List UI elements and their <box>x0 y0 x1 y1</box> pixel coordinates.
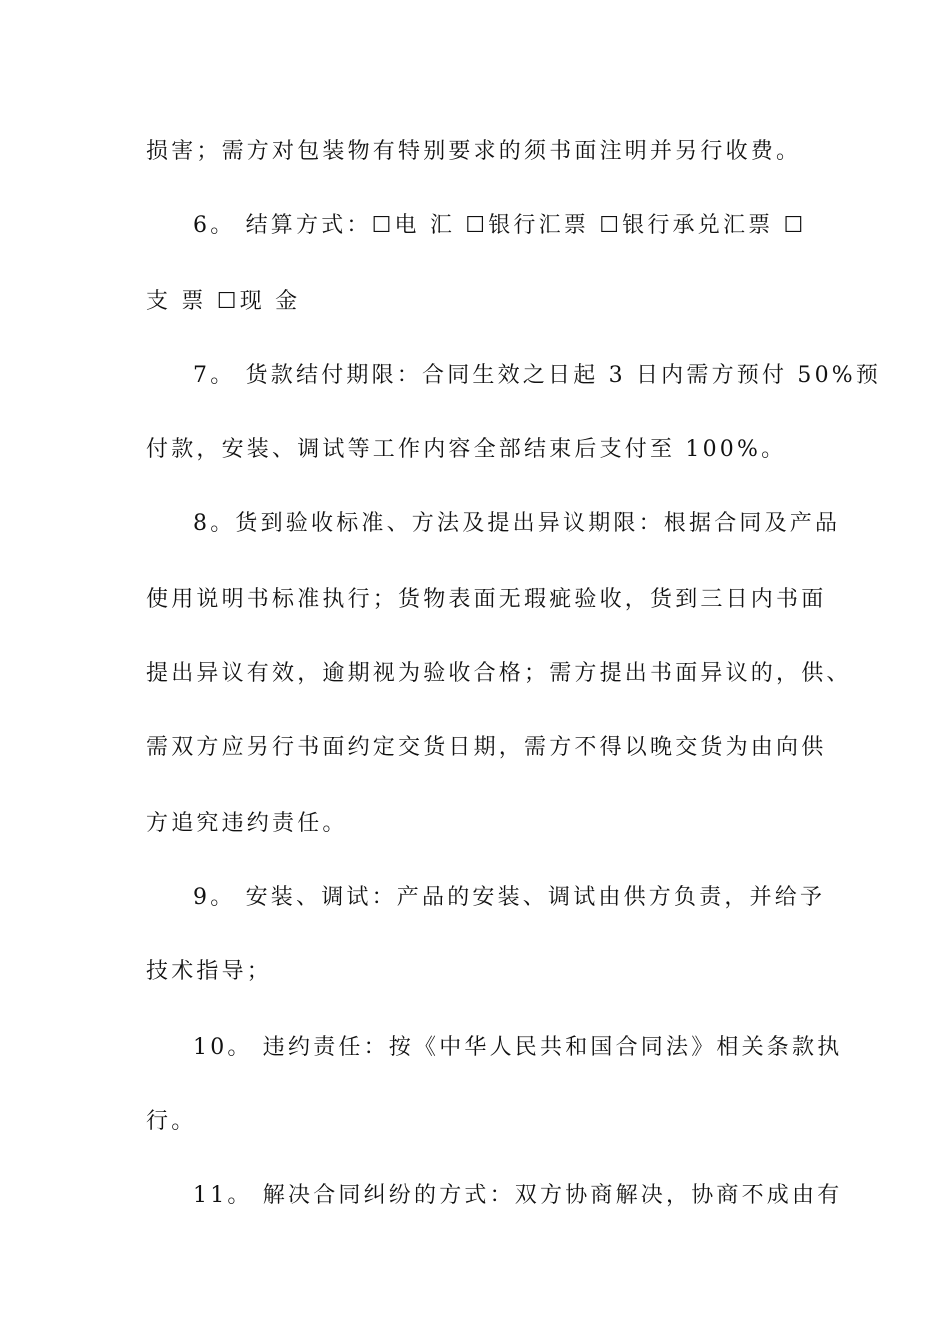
clause-8-line-2: 使用说明书标准执行；货物表面无瑕疵验收，货到三日内书面 <box>146 587 827 612</box>
clause-7-payment-term: 7。 货款结付期限：合同生效之日起 3 日内需方预付 50%预 <box>193 363 882 388</box>
clause-8-acceptance: 8。货到验收标准、方法及提出异议期限：根据合同及产品 <box>193 511 841 536</box>
clause-11-dispute-resolution: 11。 解决合同纠纷的方式：双方协商解决，协商不成由有 <box>193 1183 843 1208</box>
clause-9-continuation: 技术指导； <box>146 959 273 984</box>
clause-8-line-4: 需双方应另行书面约定交货日期，需方不得以晚交货为由向供 <box>146 735 827 760</box>
clause-10-liability: 10。 违约责任：按《中华人民共和国合同法》相关条款执 <box>193 1035 843 1060</box>
text-line-packaging: 损害；需方对包装物有特别要求的须书面注明并另行收费。 <box>146 139 802 164</box>
clause-6-continuation: 支 票 ☐现 金 <box>146 289 301 314</box>
clause-8-line-5: 方追究违约责任。 <box>146 811 348 836</box>
clause-6-settlement-method: 6。 结算方式：☐电 汇 ☐银行汇票 ☐银行承兑汇票 ☐ <box>193 213 807 238</box>
clause-8-line-3: 提出异议有效，逾期视为验收合格；需方提出书面异议的，供、 <box>146 661 852 686</box>
clause-9-installation: 9。 安装、调试：产品的安装、调试由供方负责，并给予 <box>193 885 826 910</box>
clause-7-continuation: 付款，安装、调试等工作内容全部结束后支付至 100%。 <box>146 437 787 462</box>
clause-10-continuation: 行。 <box>146 1109 197 1134</box>
